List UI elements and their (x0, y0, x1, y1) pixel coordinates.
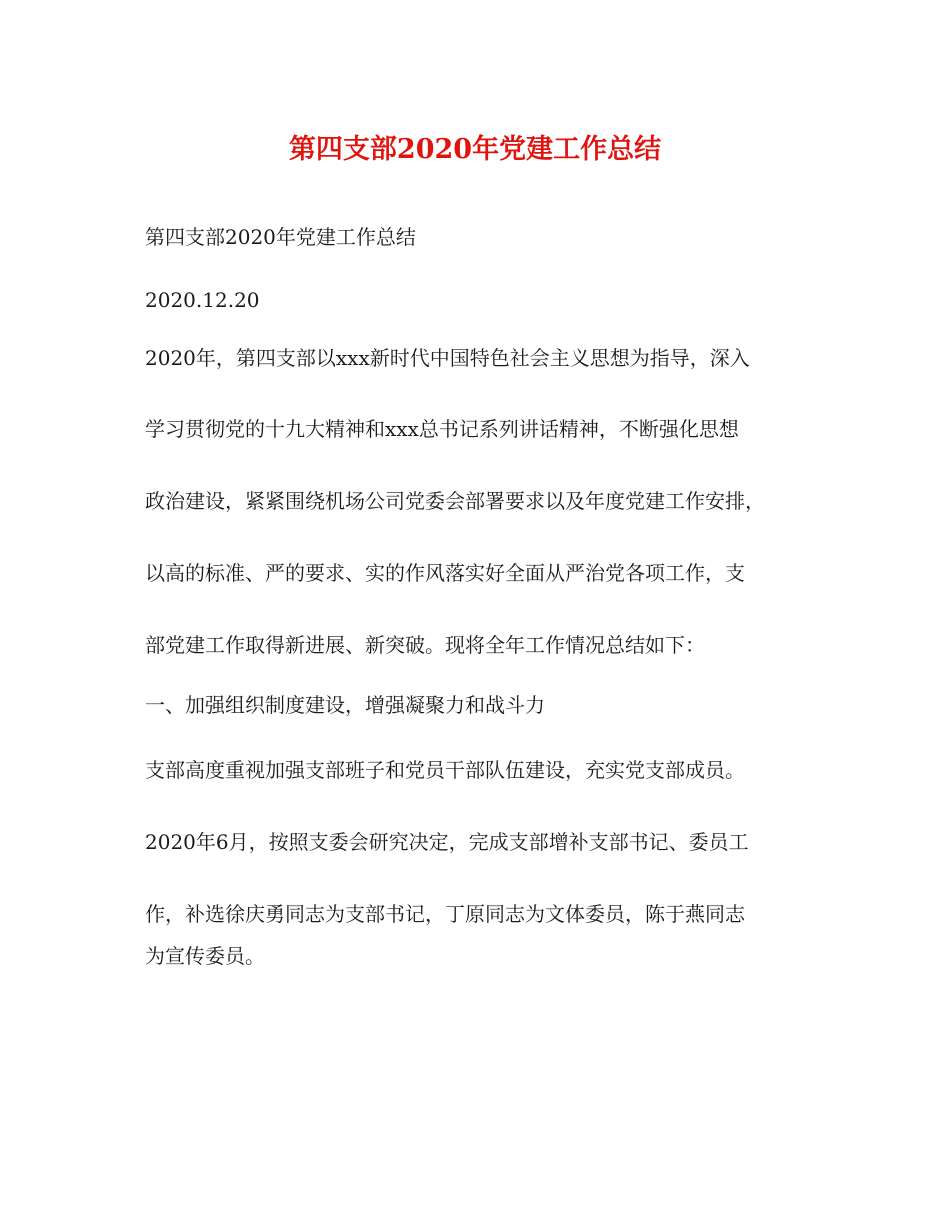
intro-line-2: 学习贯彻党的十九大精神和xxx总书记系列讲话精神，不断强化思想 (145, 417, 739, 441)
document-subtitle: 第四支部2020年党建工作总结 (145, 225, 416, 249)
section-1-heading: 一、加强组织制度建设，增强凝聚力和战斗力 (145, 693, 545, 717)
intro-line-4: 以高的标准、严的要求、实的作风落实好全面从严治党各项工作，支 (145, 561, 745, 585)
intro-line-1: 2020年，第四支部以xxx新时代中国特色社会主义思想为指导，深入 (145, 346, 750, 370)
section-1-line-1: 支部高度重视加强支部班子和党员干部队伍建设，充实党支部成员。 (145, 758, 745, 782)
section-1-line-3: 作，补选徐庆勇同志为支部书记，丁原同志为文体委员，陈于燕同志 (145, 902, 745, 926)
document-title: 第四支部2020年党建工作总结 (288, 134, 662, 165)
document-date: 2020.12.20 (145, 288, 260, 312)
section-1-line-2: 2020年6月，按照支委会研究决定，完成支部增补支部书记、委员工 (145, 830, 749, 854)
intro-line-3: 政治建设，紧紧围绕机场公司党委会部署要求以及年度党建工作安排， (145, 489, 765, 513)
intro-line-5: 部党建工作取得新进展、新突破。现将全年工作情况总结如下： (145, 633, 705, 657)
section-1-line-4: 为宣传委员。 (145, 944, 265, 968)
